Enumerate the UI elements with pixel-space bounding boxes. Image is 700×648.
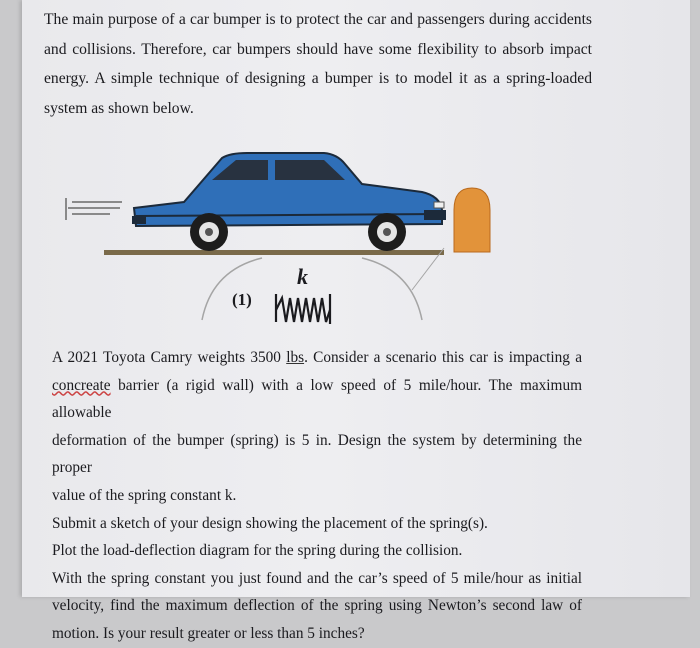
intro-line-3: energy. A simple technique of designing a bumper is to model it as a spring-loaded	[44, 70, 592, 87]
question-sketch: Submit a sketch of your design showing the placement of the spring(s).	[52, 514, 488, 532]
problem-line-4: value of the spring constant k.	[52, 486, 237, 504]
intro-line-2: and collisions. Therefore, car bumpers should have some flexibility to absorb impact	[44, 40, 592, 58]
problem-line-2	[52, 372, 582, 427]
problem-text: A 2021 Toyota Camry weights 3500	[52, 349, 287, 366]
unit-lbs: lbs	[286, 349, 305, 366]
problem-line-3: deformation of the bumper (spring) is 5 in. Design the system by determining the proper	[52, 431, 582, 477]
misspelled-word: concreate	[52, 376, 111, 394]
problem-statement	[52, 344, 582, 648]
question-plot: Plot the load-deflection diagram for the spring during the collision.	[52, 542, 463, 560]
intro-line-4: system as shown below.	[44, 99, 194, 117]
intro-line-1: The main purpose of a car bumper is to protect the car and passengers during accidents	[44, 11, 592, 28]
problem-text: . Consider a scenario this car is impacting a	[304, 349, 582, 366]
question-newton-line-1: With the spring constant you just found and the car’s speed of 5 mile/hour as initial	[52, 569, 582, 587]
spring-number-label: (1)	[232, 290, 252, 309]
question-newton-line-2: velocity, find the maximum deflection of the spring using Newton’s second law of	[52, 597, 582, 615]
car-bumper-illustration	[62, 140, 502, 345]
spring-constant-label: k	[297, 264, 308, 289]
magnifier-outline	[202, 258, 262, 320]
document-page	[22, 0, 690, 642]
wheel-front	[368, 213, 406, 251]
barrier-block	[454, 188, 490, 252]
car-body	[132, 153, 446, 226]
intro-paragraph	[44, 5, 592, 123]
car-spring-figure	[62, 140, 502, 345]
ground-line	[104, 250, 444, 255]
spring-zigzag	[276, 294, 330, 324]
question-newton-line-3: motion. Is your result greater or less than 5 inches?	[52, 624, 365, 642]
problem-line-1	[52, 344, 582, 372]
wheel-rear	[190, 213, 228, 251]
problem-text: barrier (a rigid wall) with a low speed of 5 mile/hour. The maximum allowable	[52, 376, 582, 422]
speed-lines	[66, 198, 122, 220]
